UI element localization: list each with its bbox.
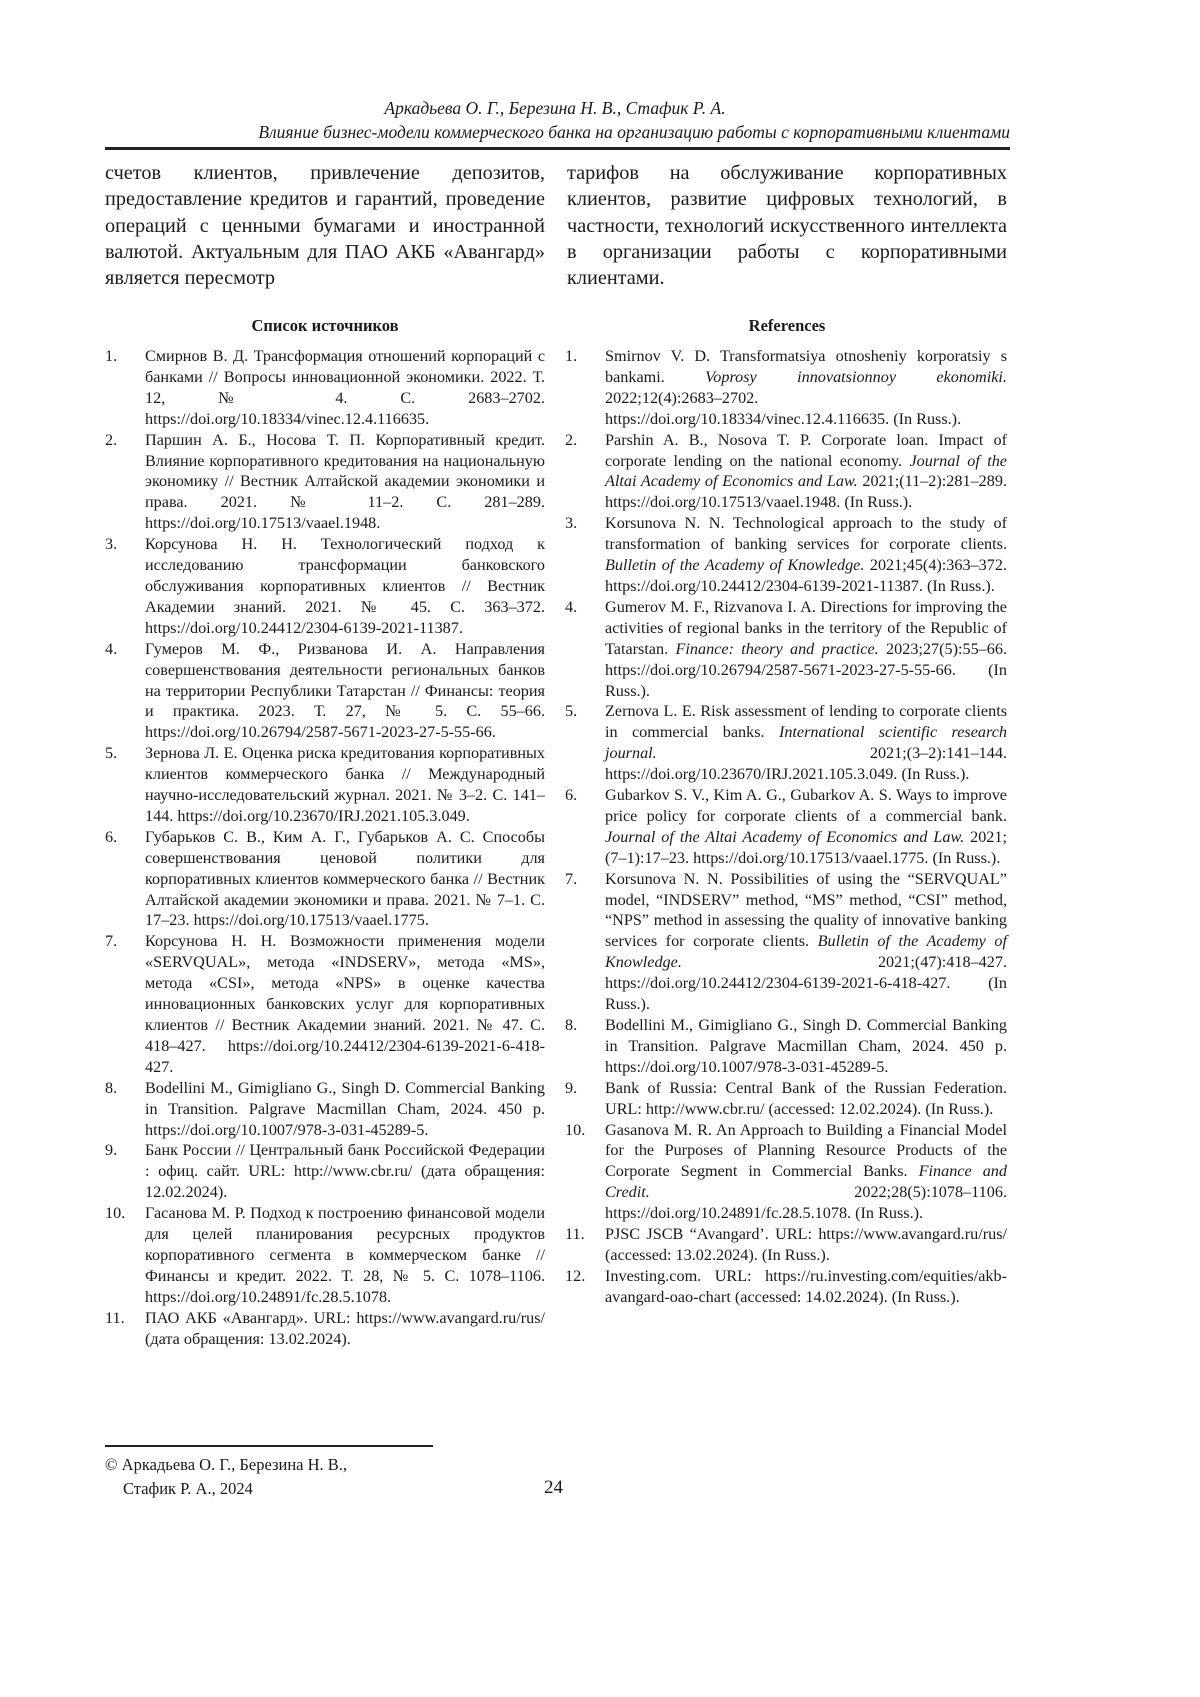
sources-list bbox=[105, 346, 545, 1350]
reference-number: 2. bbox=[565, 430, 605, 514]
journal-title: Journal of the Altai Academy of Economics and Law. bbox=[605, 452, 1007, 491]
reference-item bbox=[105, 827, 545, 932]
reference-text bbox=[145, 1140, 545, 1203]
reference-number: 5. bbox=[105, 743, 145, 827]
reference-text bbox=[145, 827, 545, 932]
reference-text bbox=[605, 1078, 1007, 1120]
reference-item bbox=[565, 785, 1007, 869]
reference-item bbox=[565, 1078, 1007, 1120]
page-number: 24 bbox=[544, 1477, 563, 1499]
reference-segment: 2022;28(5):1078–1106. https://doi.org/10.24891/fc.28.5.1078. (In Russ.). bbox=[605, 1183, 1007, 1222]
journal-title: Voprosy innovatsionnoy ekonomiki. bbox=[705, 368, 1007, 386]
reference-segment: 2021;(47):418–427. https://doi.org/10.24412/2304-6139-2021-6-418-427. (In Russ.). bbox=[605, 953, 1007, 1013]
reference-number: 4. bbox=[565, 597, 605, 702]
reference-segment: Smirnov V. D. Transformatsiya otnosheniy korporatsiy s bankami. bbox=[605, 347, 1007, 386]
reference-segment: Zernova L. E. Risk assessment of lending to corporate clients in commercial banks. bbox=[605, 702, 1007, 741]
reference-number: 11. bbox=[565, 1224, 605, 1266]
reference-text bbox=[145, 1203, 545, 1308]
journal-title: Journal of the Altai Academy of Economics and Law. bbox=[605, 828, 964, 846]
reference-item bbox=[565, 430, 1007, 514]
reference-number: 4. bbox=[105, 639, 145, 744]
reference-segment: Гумеров М. Ф., Ризванова И. А. Направления совершенствования деятельности региональных банков на территории Республики Татарстан // Финансы: теория и практика. 2023. Т. 27, № 5. С. 55–66. https://doi.org/10.26794/2587-5671-2023-27-5-55-66. bbox=[145, 640, 545, 742]
reference-text bbox=[605, 785, 1007, 869]
reference-number: 8. bbox=[105, 1078, 145, 1141]
reference-item bbox=[105, 639, 545, 744]
footnote-divider bbox=[105, 1445, 433, 1447]
reference-item bbox=[565, 869, 1007, 1015]
reference-text bbox=[605, 701, 1007, 785]
references-list bbox=[565, 346, 1007, 1308]
reference-segment: Корсунова Н. Н. Возможности применения модели «SERVQUAL», метода «INDSERV», метода «MS», метода «CSI», метода «NPS» в оценке качества инновационных банковских услуг для корпоративных клиентов // Вестник Академии знаний. 2021. № 47. С. 418–427. https://doi.org/10.24412/2304-6139-2021-6-418-427. bbox=[145, 932, 545, 1075]
reference-item bbox=[105, 346, 545, 430]
reference-item bbox=[565, 1266, 1007, 1308]
reference-item bbox=[105, 1203, 545, 1308]
running-header-authors: Аркадьева О. Г., Березина Н. В., Стафик Р. А. bbox=[105, 96, 1005, 120]
header-divider bbox=[105, 147, 1010, 150]
reference-number: 10. bbox=[565, 1120, 605, 1225]
reference-number: 5. bbox=[565, 701, 605, 785]
copyright-line: © Аркадьева О. Г., Березина Н. В., bbox=[105, 1453, 347, 1477]
running-header-title: Влияние бизнес-модели коммерческого банка на организацию работы с корпоративными клиентами bbox=[105, 120, 1010, 144]
reference-text bbox=[145, 430, 545, 535]
reference-segment: 2021;(11–2):281–289. https://doi.org/10.17513/vaael.1948. (In Russ.). bbox=[605, 472, 1007, 511]
reference-segment: 2023;27(5):55–66. https://doi.org/10.26794/2587-5671-2023-27-5-55-66. (In Russ.). bbox=[605, 640, 1007, 700]
reference-text bbox=[145, 534, 545, 639]
reference-text bbox=[605, 513, 1007, 597]
reference-item bbox=[565, 346, 1007, 430]
copyright-line: Стафик Р. А., 2024 bbox=[105, 1477, 347, 1501]
reference-number: 1. bbox=[565, 346, 605, 430]
body-text-left: счетов клиентов, привлечение депозитов, предоставление кредитов и гарантий, проведение операций с ценными бумагами и иностранной валютой. Актуальным для ПАО АКБ «Авангард» является пересмотр bbox=[105, 160, 545, 291]
reference-segment: Bodellini M., Gimigliano G., Singh D. Commercial Banking in Transition. Palgrave Macmillan Cham, 2024. 450 p. https://doi.org/10.1007/978-3-031-45289-5. bbox=[605, 1016, 1007, 1076]
reference-item bbox=[565, 701, 1007, 785]
reference-segment: Korsunova N. N. Possibilities of using the “SERVQUAL” model, “INDSERV” method, “MS” method, “CSI” method, “NPS” method in assessing the quality of innovative banking services for corporate clients. bbox=[605, 870, 1007, 951]
reference-item bbox=[565, 1224, 1007, 1266]
reference-segment: Gubarkov S. V., Kim A. G., Gubarkov A. S. Ways to improve price policy for corporate clients of a commercial bank. bbox=[605, 786, 1007, 825]
reference-segment: Гасанова М. Р. Подход к построению финансовой модели для целей планирования ресурсных продуктов корпоративного сегмента в коммерческом банке // Финансы и кредит. 2022. Т. 28, № 5. С. 1078–1106. https://doi.org/10.24891/fc.28.5.1078. bbox=[145, 1204, 545, 1306]
reference-number: 2. bbox=[105, 430, 145, 535]
reference-number: 9. bbox=[565, 1078, 605, 1120]
reference-text bbox=[605, 430, 1007, 514]
reference-segment: Investing.com. URL: https://ru.investing.com/equities/akb-avangard-oao-chart (accessed: 14.02.2024). (In Russ.). bbox=[605, 1267, 1007, 1306]
reference-item bbox=[105, 931, 545, 1077]
reference-segment: Gumerov M. F., Rizvanova I. A. Directions for improving the activities of regional banks in the territory of the Republic of Tatarstan. bbox=[605, 598, 1007, 658]
reference-segment: Губарьков С. В., Ким А. Г., Губарьков А. С. Способы совершенствования ценовой политики для корпоративных клиентов коммерческого банка // Вестник Алтайской академии экономики и права. 2021. № 7–1. С. 17–23. https://doi.org/10.17513/vaael.1775. bbox=[145, 828, 545, 930]
reference-segment: Смирнов В. Д. Трансформация отношений корпораций с банками // Вопросы инновационной экономики. 2022. Т. 12, № 4. С. 2683–2702. https://doi.org/10.18334/vinec.12.4.116635. bbox=[145, 347, 545, 428]
journal-title: Bulletin of the Academy of Knowledge. bbox=[605, 932, 1007, 971]
reference-item bbox=[565, 513, 1007, 597]
reference-text bbox=[605, 1015, 1007, 1078]
reference-text bbox=[145, 1078, 545, 1141]
reference-text bbox=[605, 1266, 1007, 1308]
journal-title: Finance: theory and practice. bbox=[676, 640, 879, 658]
reference-segment: 2021;(3–2):141–144. https://doi.org/10.23670/IRJ.2021.105.3.049. (In Russ.). bbox=[605, 744, 1007, 783]
reference-text bbox=[145, 346, 545, 430]
reference-segment: 2021;45(4):363–372. https://doi.org/10.24412/2304-6139-2021-11387. (In Russ.). bbox=[605, 556, 1007, 595]
reference-item bbox=[565, 1120, 1007, 1225]
reference-number: 12. bbox=[565, 1266, 605, 1308]
reference-segment: Bodellini M., Gimigliano G., Singh D. Commercial Banking in Transition. Palgrave Macmillan Cham, 2024. 450 p. https://doi.org/10.1007/978-3-031-45289-5. bbox=[145, 1079, 545, 1139]
reference-number: 1. bbox=[105, 346, 145, 430]
reference-segment: Bank of Russia: Central Bank of the Russian Federation. URL: http://www.cbr.ru/ (accessed: 12.02.2024). (In Russ.). bbox=[605, 1079, 1007, 1118]
reference-text bbox=[145, 1308, 545, 1350]
reference-number: 8. bbox=[565, 1015, 605, 1078]
reference-text bbox=[605, 869, 1007, 1015]
reference-number: 10. bbox=[105, 1203, 145, 1308]
reference-number: 6. bbox=[105, 827, 145, 932]
reference-number: 9. bbox=[105, 1140, 145, 1203]
body-text-right: тарифов на обслуживание корпоративных клиентов, развитие цифровых технологий, в частности, технологий искусственного интеллекта в организации работы с корпоративными клиентами. bbox=[567, 160, 1007, 291]
journal-title: Finance and Credit. bbox=[605, 1162, 1007, 1201]
reference-item bbox=[565, 1015, 1007, 1078]
reference-number: 11. bbox=[105, 1308, 145, 1350]
copyright-notice bbox=[105, 1453, 347, 1501]
reference-number: 3. bbox=[565, 513, 605, 597]
reference-segment: Parshin A. B., Nosova T. P. Corporate loan. Impact of corporate lending on the national economy. bbox=[605, 431, 1007, 470]
reference-segment: Банк России // Центральный банк Российской Федерации : офиц. сайт. URL: http://www.cbr.ru/ (дата обращения: 12.02.2024). bbox=[145, 1141, 545, 1201]
reference-segment: Паршин А. Б., Носова Т. П. Корпоративный кредит. Влияние корпоративного кредитования на национальную экономику // Вестник Алтайской академии экономики и права. 2021. № 11–2. С. 281–289. https://doi.org/10.17513/vaael.1948. bbox=[145, 431, 545, 533]
reference-item bbox=[105, 743, 545, 827]
reference-number: 7. bbox=[105, 931, 145, 1077]
references-heading: References bbox=[567, 316, 1007, 336]
reference-number: 3. bbox=[105, 534, 145, 639]
reference-text bbox=[145, 743, 545, 827]
reference-text bbox=[605, 597, 1007, 702]
reference-number: 6. bbox=[565, 785, 605, 869]
journal-title: International scientific research journal. bbox=[605, 723, 1007, 762]
reference-text bbox=[605, 1224, 1007, 1266]
reference-number: 7. bbox=[565, 869, 605, 1015]
sources-heading: Список источников bbox=[105, 316, 545, 336]
reference-item bbox=[105, 1078, 545, 1141]
reference-item bbox=[105, 1308, 545, 1350]
reference-text bbox=[605, 1120, 1007, 1225]
reference-text bbox=[145, 639, 545, 744]
reference-item bbox=[105, 1140, 545, 1203]
journal-title: Bulletin of the Academy of Knowledge. bbox=[605, 556, 864, 574]
reference-segment: 2021;(7–1):17–23. https://doi.org/10.17513/vaael.1775. (In Russ.). bbox=[605, 828, 1007, 867]
reference-segment: ПАО АКБ «Авангард». URL: https://www.avangard.ru/rus/ (дата обращения: 13.02.2024). bbox=[145, 1309, 545, 1348]
reference-text bbox=[145, 931, 545, 1077]
reference-segment: Зернова Л. Е. Оценка риска кредитования корпоративных клиентов коммерческого банка // Международный научно-исследовательский журнал. 2021. № 3–2. С. 141–144. https://doi.org/10.23670/IRJ.2021.105.3.049. bbox=[145, 744, 545, 825]
reference-segment: Korsunova N. N. Technological approach to the study of transformation of banking services for corporate clients. bbox=[605, 514, 1007, 553]
reference-segment: 2022;12(4):2683–2702. https://doi.org/10.18334/vinec.12.4.116635. (In Russ.). bbox=[605, 389, 961, 428]
reference-item bbox=[105, 430, 545, 535]
reference-text bbox=[605, 346, 1007, 430]
reference-item bbox=[565, 597, 1007, 702]
reference-segment: Корсунова Н. Н. Технологический подход к исследованию трансформации банковского обслуживания корпоративных клиентов // Вестник Академии знаний. 2021. № 45. С. 363–372. https://doi.org/10.24412/2304-6139-2021-11387. bbox=[145, 535, 545, 637]
reference-segment: Gasanova M. R. An Approach to Building a Financial Model for the Purposes of Planning Resource Products of the Corporate Segment in Commercial Banks. bbox=[605, 1121, 1007, 1181]
reference-item bbox=[105, 534, 545, 639]
reference-segment: PJSC JSCB “Avangard’. URL: https://www.avangard.ru/rus/ (accessed: 13.02.2024). (In Russ.). bbox=[605, 1225, 1007, 1264]
